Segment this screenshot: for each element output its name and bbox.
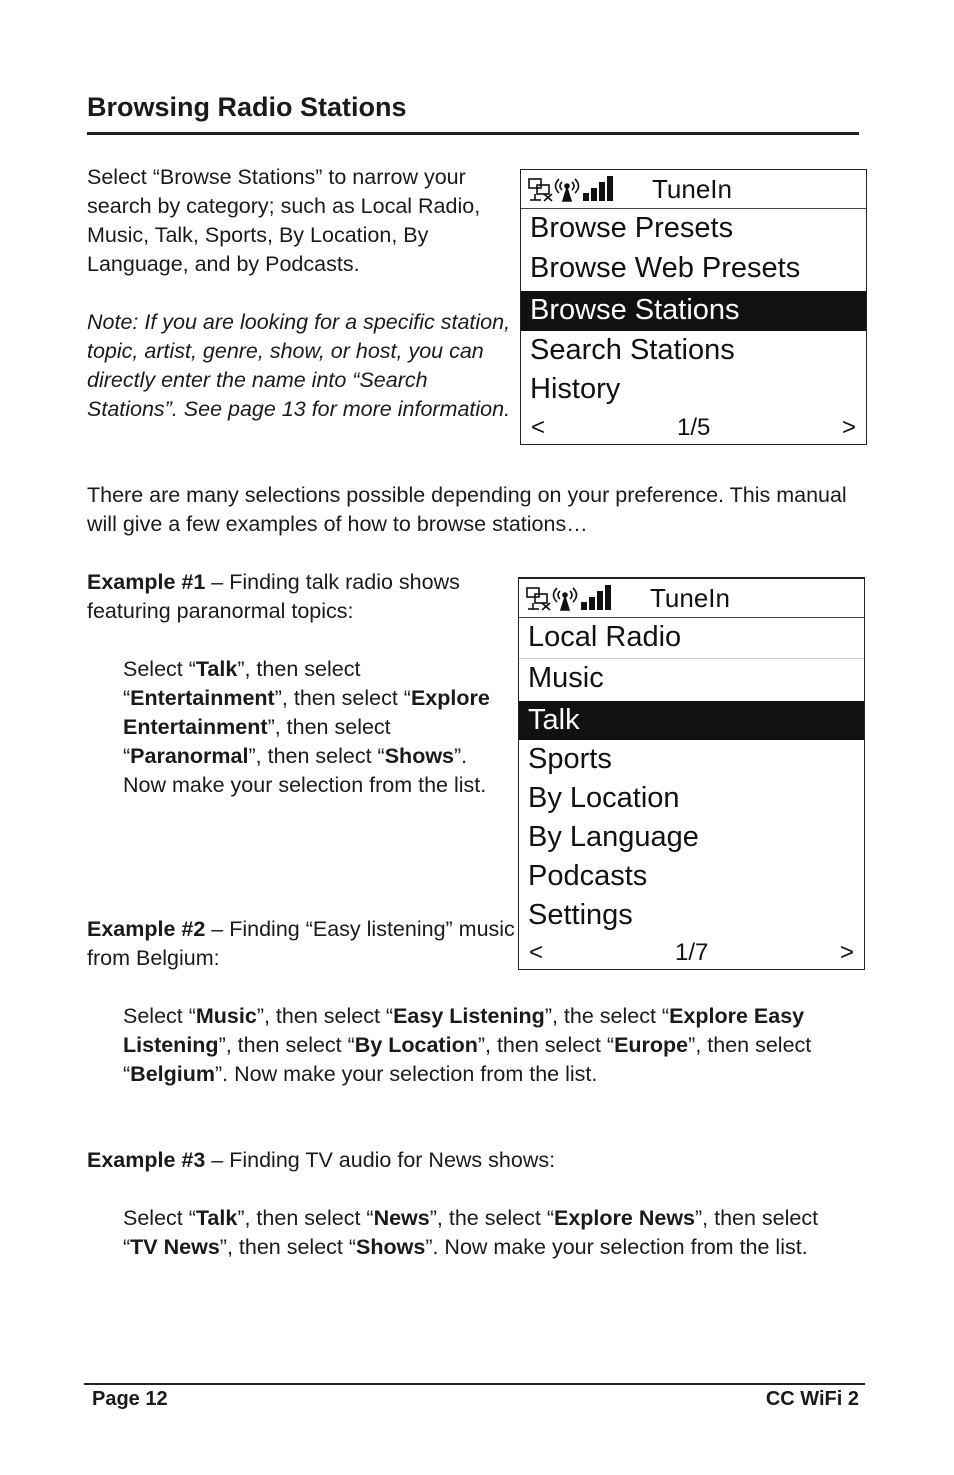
screen-footer xyxy=(519,935,864,971)
example-1-description: – Finding talk radio shows featuring paranormal topics: xyxy=(87,570,460,623)
text: ”, then select “ xyxy=(237,1206,374,1230)
menu-item-music[interactable]: Music xyxy=(528,662,604,694)
menu-item-podcasts[interactable]: Podcasts xyxy=(528,860,648,892)
step-explore-news: Explore News xyxy=(554,1206,695,1230)
menu-item-browse-web-presets[interactable]: Browse Web Presets xyxy=(530,252,801,284)
example-2-description: – Finding “Easy listening” music from Belgium: xyxy=(87,917,515,970)
product-name: CC WiFi 2 xyxy=(765,1388,859,1410)
page-number: Page 12 xyxy=(92,1388,168,1410)
step-europe: Europe xyxy=(614,1033,689,1057)
step-explore-easy-listening: Explore Easy Listening xyxy=(123,1004,805,1057)
page-indicator: 1/5 xyxy=(677,413,711,441)
menu-item-talk[interactable]: Talk xyxy=(519,701,864,740)
text: ”, then select “ xyxy=(274,686,411,710)
page-title: Browsing Radio Stations xyxy=(87,92,407,122)
page-indicator: 1/7 xyxy=(675,939,709,966)
text: ”, then select “ xyxy=(248,744,385,768)
screen-title: TuneIn xyxy=(652,174,732,204)
example-3-steps xyxy=(123,1204,853,1262)
text: ”. Now make your selection from the list. xyxy=(215,1062,598,1086)
menu-item-settings[interactable]: Settings xyxy=(528,899,633,931)
step-paranormal: Paranormal xyxy=(130,744,249,768)
example-3-label: Example #3 xyxy=(87,1148,206,1172)
wifi-antenna-icon xyxy=(554,588,577,610)
step-music: Music xyxy=(195,1004,257,1028)
menu-item-browse-stations[interactable]: Browse Stations xyxy=(521,291,866,331)
step-belgium: Belgium xyxy=(130,1062,215,1086)
screen-footer xyxy=(521,410,866,446)
title-rule xyxy=(87,132,859,135)
text: ”. Now make your selection from the list. xyxy=(425,1235,808,1259)
text: ”, then select “ xyxy=(123,657,361,710)
example-1-heading xyxy=(87,568,517,626)
text: Now make your selection from the list. xyxy=(123,773,487,797)
lcd-screen-browse xyxy=(520,169,867,445)
step-by-location: By Location xyxy=(354,1033,478,1057)
menu-item-local-radio[interactable]: Local Radio xyxy=(519,618,864,659)
example-1-steps xyxy=(123,655,513,800)
text: ”, then select “ xyxy=(123,1033,812,1086)
text: Select “ xyxy=(123,1206,196,1230)
step-explore-entertainment: Explore Entertainment xyxy=(123,686,490,739)
status-icons xyxy=(525,585,617,611)
screen-title: TuneIn xyxy=(650,583,730,613)
text: Select “ xyxy=(123,657,196,681)
text: ”, the select “ xyxy=(544,1004,670,1028)
text: Select “ xyxy=(123,1004,196,1028)
example-2-heading xyxy=(87,915,517,973)
example-3-heading xyxy=(87,1146,867,1175)
example-3-description: – Finding TV audio for News shows: xyxy=(205,1148,556,1172)
example-2-steps xyxy=(123,1002,853,1089)
signal-strength-icon xyxy=(581,585,611,610)
next-page-arrow[interactable]: > xyxy=(841,413,856,441)
text: ”, the select “ xyxy=(429,1206,554,1230)
step-shows: Shows xyxy=(384,744,455,768)
text: ”, then select “ xyxy=(123,1206,819,1259)
screen-header xyxy=(521,170,866,209)
step-talk: Talk xyxy=(195,657,238,681)
menu-item-browse-presets[interactable]: Browse Presets xyxy=(530,212,734,244)
network-icon xyxy=(527,588,550,610)
status-icons xyxy=(527,176,619,202)
example-2-label: Example #2 xyxy=(87,917,206,941)
text: ”, then select “ xyxy=(218,1033,355,1057)
selections-paragraph: There are many selections possible depending on your preference. This manual will give a few examples of how to browse stations… xyxy=(87,483,847,536)
step-shows: Shows xyxy=(356,1235,426,1259)
network-icon xyxy=(529,179,552,201)
text: ”. xyxy=(454,744,468,768)
text: ”, then select “ xyxy=(123,715,391,768)
text: ”, then select “ xyxy=(219,1235,357,1259)
menu-item-sports[interactable]: Sports xyxy=(528,743,612,775)
note-paragraph: Note: If you are looking for a specific station, topic, artist, genre, show, or host, you can directly enter the name into “Search Stations”. See page 13 for more information. xyxy=(87,310,511,421)
text: ”, then select “ xyxy=(256,1004,394,1028)
step-entertainment: Entertainment xyxy=(130,686,275,710)
prev-page-arrow[interactable]: < xyxy=(529,939,544,966)
lcd-screen-categories xyxy=(518,577,865,970)
intro-paragraph: Select “Browse Stations” to narrow your search by category; such as Local Radio, Music, Talk, Sports, By Location, By Language, and by Podcasts. xyxy=(87,165,481,276)
prev-page-arrow[interactable]: < xyxy=(531,413,546,441)
menu-item-by-location[interactable]: By Location xyxy=(528,782,680,814)
text: ”, then select “ xyxy=(477,1033,615,1057)
menu-item-by-language[interactable]: By Language xyxy=(528,821,699,853)
menu-item-history[interactable]: History xyxy=(530,373,621,405)
signal-strength-icon xyxy=(583,176,613,201)
footer-rule xyxy=(84,1383,865,1385)
wifi-antenna-icon xyxy=(556,179,579,201)
step-tv-news: TV News xyxy=(130,1235,220,1259)
example-1-label: Example #1 xyxy=(87,570,206,594)
menu-item-search-stations[interactable]: Search Stations xyxy=(530,333,735,366)
screen-header xyxy=(519,579,864,618)
step-news: News xyxy=(373,1206,430,1230)
next-page-arrow[interactable]: > xyxy=(839,939,854,966)
step-easy-listening: Easy Listening xyxy=(393,1004,545,1028)
step-talk: Talk xyxy=(195,1206,238,1230)
